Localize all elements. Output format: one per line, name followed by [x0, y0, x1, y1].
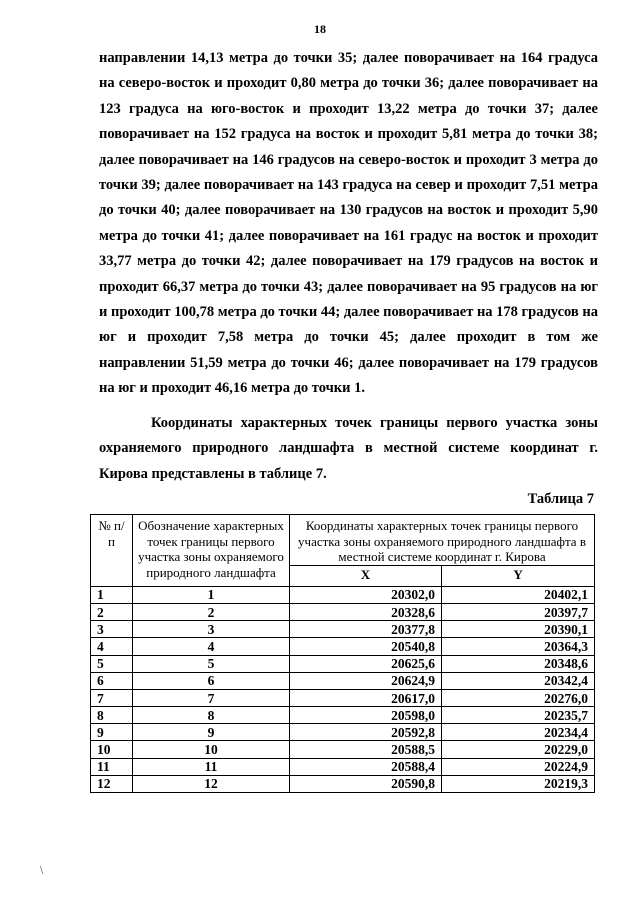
- row-point: 12: [133, 775, 290, 792]
- route-description-paragraph: направлении 14,13 метра до точки 35; далее поворачивает на 164 градуса на северо-восток и проходит 0,80 метра до точки 36; далее поворачивает на 123 градуса на юго-восток и проходит 13,22 метра до точки 37; далее поворачивает на 152 градуса на восток и проходит 5,81 метра до точки 38; далее поворачивает на 146 градусов на северо-восток и проходит 3 метра до точки 39; далее поворачивает на 143 градуса на север и проходит 7,51 метра до точки 40; далее поворачивает на 130 градусов на восток и проходит 5,90 метра до точки 41; далее поворачивает на 161 градус на восток и проходит 33,77 метра до точки 42; далее поворачивает на 179 градусов на восток и проходит 66,37 метра до точки 43; далее поворачивает на 95 градусов на юг и проходит 100,78 метра до точки 44; далее поворачивает на 178 градусов на юг и проходит 7,58 метра до точки 45; далее проходит в том же направлении 51,59 метра до точки 46; далее поворачивает на 179 градусов на юг и проходит 46,16 метра до точки 1.: [99, 50, 598, 397]
- row-num: 7: [91, 689, 133, 706]
- row-num: 5: [91, 655, 133, 672]
- row-y: 20219,3: [442, 775, 595, 792]
- row-num: 8: [91, 707, 133, 724]
- row-y: 20364,3: [442, 638, 595, 655]
- row-y: 20397,7: [442, 603, 595, 620]
- row-point: 10: [133, 741, 290, 758]
- table-row: [91, 655, 595, 672]
- table-caption: Таблица 7: [527, 491, 594, 507]
- row-num: 1: [91, 586, 133, 603]
- coordinates-table: [90, 514, 595, 793]
- row-num: 10: [91, 741, 133, 758]
- row-x: 20588,4: [290, 758, 442, 775]
- row-point: 7: [133, 689, 290, 706]
- row-x: 20590,8: [290, 775, 442, 792]
- row-num: 9: [91, 724, 133, 741]
- row-num: 11: [91, 758, 133, 775]
- row-point: 8: [133, 707, 290, 724]
- table-row: [91, 672, 595, 689]
- table-row: [91, 707, 595, 724]
- row-point: 2: [133, 603, 290, 620]
- header-num: № п/п: [91, 515, 133, 587]
- row-y: 20235,7: [442, 707, 595, 724]
- row-point: 6: [133, 672, 290, 689]
- row-num: 2: [91, 603, 133, 620]
- row-y: 20234,4: [442, 724, 595, 741]
- row-y: 20229,0: [442, 741, 595, 758]
- row-y: 20342,4: [442, 672, 595, 689]
- table-header-row: [91, 515, 595, 566]
- table-row: [91, 689, 595, 706]
- row-num: 3: [91, 621, 133, 638]
- header-coords: Координаты характерных точек границы первого участка зоны охраняемого природного ландшафта в местной системе координат г. Кирова: [290, 515, 595, 566]
- row-x: 20328,6: [290, 603, 442, 620]
- row-y: 20224,9: [442, 758, 595, 775]
- row-x: 20302,0: [290, 586, 442, 603]
- table-row: [91, 758, 595, 775]
- row-num: 4: [91, 638, 133, 655]
- row-point: 11: [133, 758, 290, 775]
- row-x: 20625,6: [290, 655, 442, 672]
- row-y: 20348,6: [442, 655, 595, 672]
- row-y: 20390,1: [442, 621, 595, 638]
- row-y: 20402,1: [442, 586, 595, 603]
- row-x: 20624,9: [290, 672, 442, 689]
- table-row: [91, 586, 595, 603]
- table-row: [91, 775, 595, 792]
- row-x: 20540,8: [290, 638, 442, 655]
- scan-mark: ∖: [38, 866, 45, 877]
- row-x: 20377,8: [290, 621, 442, 638]
- row-point: 4: [133, 638, 290, 655]
- row-x: 20592,8: [290, 724, 442, 741]
- coordinates-intro-paragraph: Координаты характерных точек границы первого участка зоны охраняемого природного ландшафта в местной системе координат г. Кирова представлены в таблице 7.: [99, 415, 598, 482]
- row-num: 6: [91, 672, 133, 689]
- table-row: [91, 724, 595, 741]
- table-row: [91, 638, 595, 655]
- table-body: [91, 586, 595, 792]
- row-point: 5: [133, 655, 290, 672]
- table-row: [91, 603, 595, 620]
- row-point: 3: [133, 621, 290, 638]
- header-x: X: [290, 565, 442, 586]
- row-x: 20588,5: [290, 741, 442, 758]
- header-y: Y: [442, 565, 595, 586]
- row-x: 20598,0: [290, 707, 442, 724]
- row-point: 1: [133, 586, 290, 603]
- row-point: 9: [133, 724, 290, 741]
- header-designation: Обозначение характерных точек границы первого участка зоны охраняемого природного ландшафта: [133, 515, 290, 587]
- row-x: 20617,0: [290, 689, 442, 706]
- row-num: 12: [91, 775, 133, 792]
- table-row: [91, 621, 595, 638]
- table-row: [91, 741, 595, 758]
- row-y: 20276,0: [442, 689, 595, 706]
- page-number: 18: [314, 22, 326, 36]
